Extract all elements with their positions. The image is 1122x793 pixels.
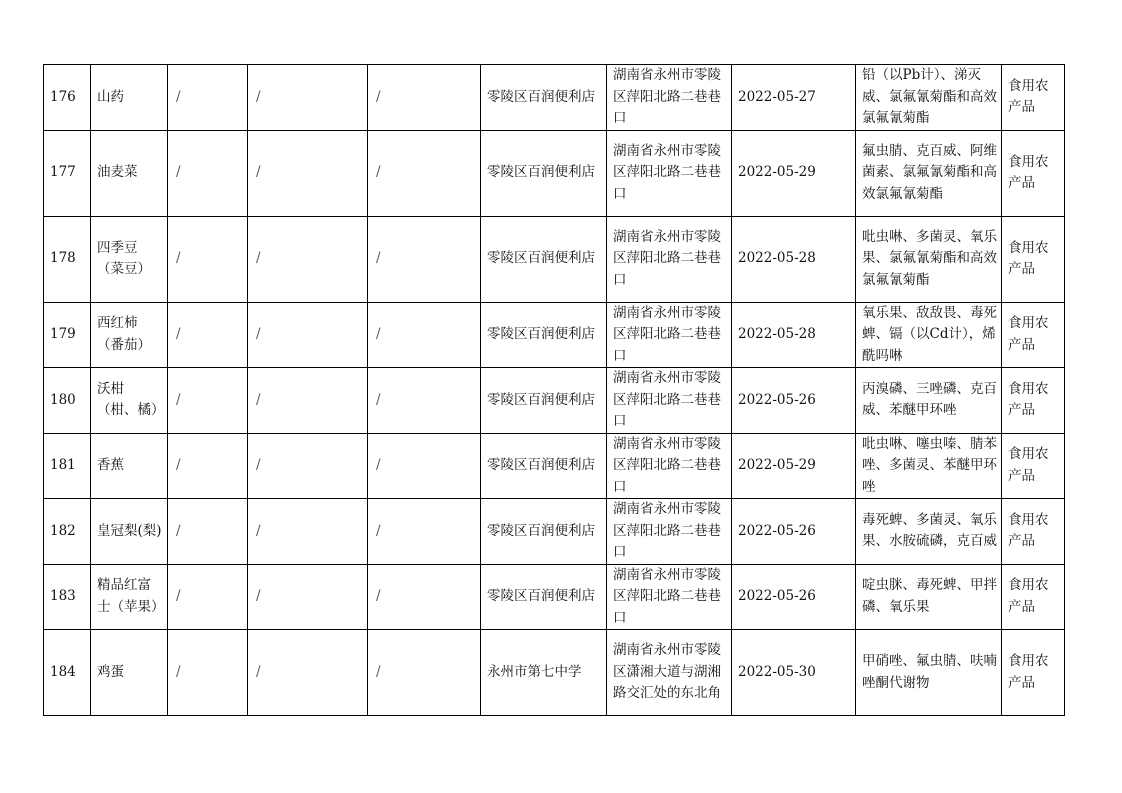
store-name: 零陵区百润便利店 <box>481 368 607 434</box>
manufacturer-cell: / <box>368 433 481 499</box>
table-row <box>44 216 1065 302</box>
sample-name: 香蕉 <box>91 433 168 499</box>
row-number: 182 <box>44 499 91 565</box>
spec-cell: / <box>248 216 368 302</box>
sample-date: 2022-05-26 <box>732 368 856 434</box>
test-items: 毒死蜱、多菌灵、氧乐果、水胺硫磷，克百威 <box>856 499 1002 565</box>
test-items: 吡虫啉、噻虫嗪、腈苯唑、多菌灵、苯醚甲环唑 <box>856 433 1002 499</box>
store-name: 永州市第七中学 <box>481 630 607 716</box>
sample-name: 鸡蛋 <box>91 630 168 716</box>
store-address: 湖南省永州市零陵区萍阳北路二巷巷口 <box>607 65 732 131</box>
manufacturer-cell: / <box>368 302 481 368</box>
table-row <box>44 65 1065 131</box>
manufacturer-cell: / <box>368 368 481 434</box>
sample-name: 皇冠梨(梨) <box>91 499 168 565</box>
store-address: 湖南省永州市零陵区萍阳北路二巷巷口 <box>607 216 732 302</box>
test-items: 氧乐果、敌敌畏、毒死蜱、镉（以Cd计），烯酰吗啉 <box>856 302 1002 368</box>
spec-cell: / <box>248 433 368 499</box>
test-items: 铅（以Pb计）、涕灭威、氯氟氰菊酯和高效氯氟氰菊酯 <box>856 65 1002 131</box>
brand-cell: / <box>168 65 248 131</box>
sample-date: 2022-05-26 <box>732 564 856 630</box>
store-address: 湖南省永州市零陵区萍阳北路二巷巷口 <box>607 433 732 499</box>
row-number: 183 <box>44 564 91 630</box>
table-row <box>44 499 1065 565</box>
food-category: 食用农产品 <box>1002 216 1065 302</box>
store-address: 湖南省永州市零陵区萍阳北路二巷巷口 <box>607 564 732 630</box>
test-items: 丙溴磷、三唑磷、克百威、苯醚甲环唑 <box>856 368 1002 434</box>
manufacturer-cell: / <box>368 65 481 131</box>
store-name: 零陵区百润便利店 <box>481 302 607 368</box>
sample-date: 2022-05-29 <box>732 130 856 216</box>
manufacturer-cell: / <box>368 130 481 216</box>
store-name: 零陵区百润便利店 <box>481 433 607 499</box>
spec-cell: / <box>248 302 368 368</box>
food-category: 食用农产品 <box>1002 499 1065 565</box>
brand-cell: / <box>168 433 248 499</box>
sample-date: 2022-05-28 <box>732 302 856 368</box>
table-row <box>44 433 1065 499</box>
test-items: 吡虫啉、多菌灵、氧乐果、氯氟氰菊酯和高效氯氟氰菊酯 <box>856 216 1002 302</box>
brand-cell: / <box>168 630 248 716</box>
sample-date: 2022-05-28 <box>732 216 856 302</box>
food-category: 食用农产品 <box>1002 302 1065 368</box>
sample-date: 2022-05-26 <box>732 499 856 565</box>
store-name: 零陵区百润便利店 <box>481 564 607 630</box>
spec-cell: / <box>248 564 368 630</box>
manufacturer-cell: / <box>368 564 481 630</box>
brand-cell: / <box>168 368 248 434</box>
store-address: 湖南省永州市零陵区萍阳北路二巷巷口 <box>607 302 732 368</box>
row-number: 176 <box>44 65 91 131</box>
food-category: 食用农产品 <box>1002 564 1065 630</box>
store-name: 零陵区百润便利店 <box>481 499 607 565</box>
brand-cell: / <box>168 216 248 302</box>
spec-cell: / <box>248 130 368 216</box>
store-name: 零陵区百润便利店 <box>481 65 607 131</box>
test-items: 氟虫腈、克百威、阿维菌素、氯氟氰菊酯和高效氯氟氰菊酯 <box>856 130 1002 216</box>
store-address: 湖南省永州市零陵区潇湘大道与湖湘路交汇处的东北角 <box>607 630 732 716</box>
sample-date: 2022-05-30 <box>732 630 856 716</box>
food-category: 食用农产品 <box>1002 65 1065 131</box>
brand-cell: / <box>168 564 248 630</box>
spec-cell: / <box>248 368 368 434</box>
table-row <box>44 368 1065 434</box>
manufacturer-cell: / <box>368 499 481 565</box>
sample-name: 精品红富士（苹果） <box>91 564 168 630</box>
store-name: 零陵区百润便利店 <box>481 216 607 302</box>
food-category: 食用农产品 <box>1002 630 1065 716</box>
row-number: 180 <box>44 368 91 434</box>
store-address: 湖南省永州市零陵区萍阳北路二巷巷口 <box>607 499 732 565</box>
row-number: 184 <box>44 630 91 716</box>
table-row <box>44 564 1065 630</box>
table-row <box>44 302 1065 368</box>
test-items: 甲硝唑、氟虫腈、呋喃唑酮代谢物 <box>856 630 1002 716</box>
store-name: 零陵区百润便利店 <box>481 130 607 216</box>
brand-cell: / <box>168 130 248 216</box>
manufacturer-cell: / <box>368 630 481 716</box>
spec-cell: / <box>248 499 368 565</box>
food-category: 食用农产品 <box>1002 130 1065 216</box>
row-number: 177 <box>44 130 91 216</box>
sample-name: 四季豆（菜豆） <box>91 216 168 302</box>
row-number: 179 <box>44 302 91 368</box>
store-address: 湖南省永州市零陵区萍阳北路二巷巷口 <box>607 368 732 434</box>
brand-cell: / <box>168 302 248 368</box>
spec-cell: / <box>248 630 368 716</box>
sample-date: 2022-05-29 <box>732 433 856 499</box>
food-category: 食用农产品 <box>1002 433 1065 499</box>
test-items: 啶虫脒、毒死蜱、甲拌磷、氧乐果 <box>856 564 1002 630</box>
sample-name: 山药 <box>91 65 168 131</box>
brand-cell: / <box>168 499 248 565</box>
store-address: 湖南省永州市零陵区萍阳北路二巷巷口 <box>607 130 732 216</box>
manufacturer-cell: / <box>368 216 481 302</box>
row-number: 181 <box>44 433 91 499</box>
sample-name: 油麦菜 <box>91 130 168 216</box>
row-number: 178 <box>44 216 91 302</box>
spec-cell: / <box>248 65 368 131</box>
inspection-table <box>43 64 1065 716</box>
food-category: 食用农产品 <box>1002 368 1065 434</box>
table-row <box>44 130 1065 216</box>
sample-name: 沃柑（柑、橘） <box>91 368 168 434</box>
sample-date: 2022-05-27 <box>732 65 856 131</box>
table-row <box>44 630 1065 716</box>
sample-name: 西红柿（番茄） <box>91 302 168 368</box>
